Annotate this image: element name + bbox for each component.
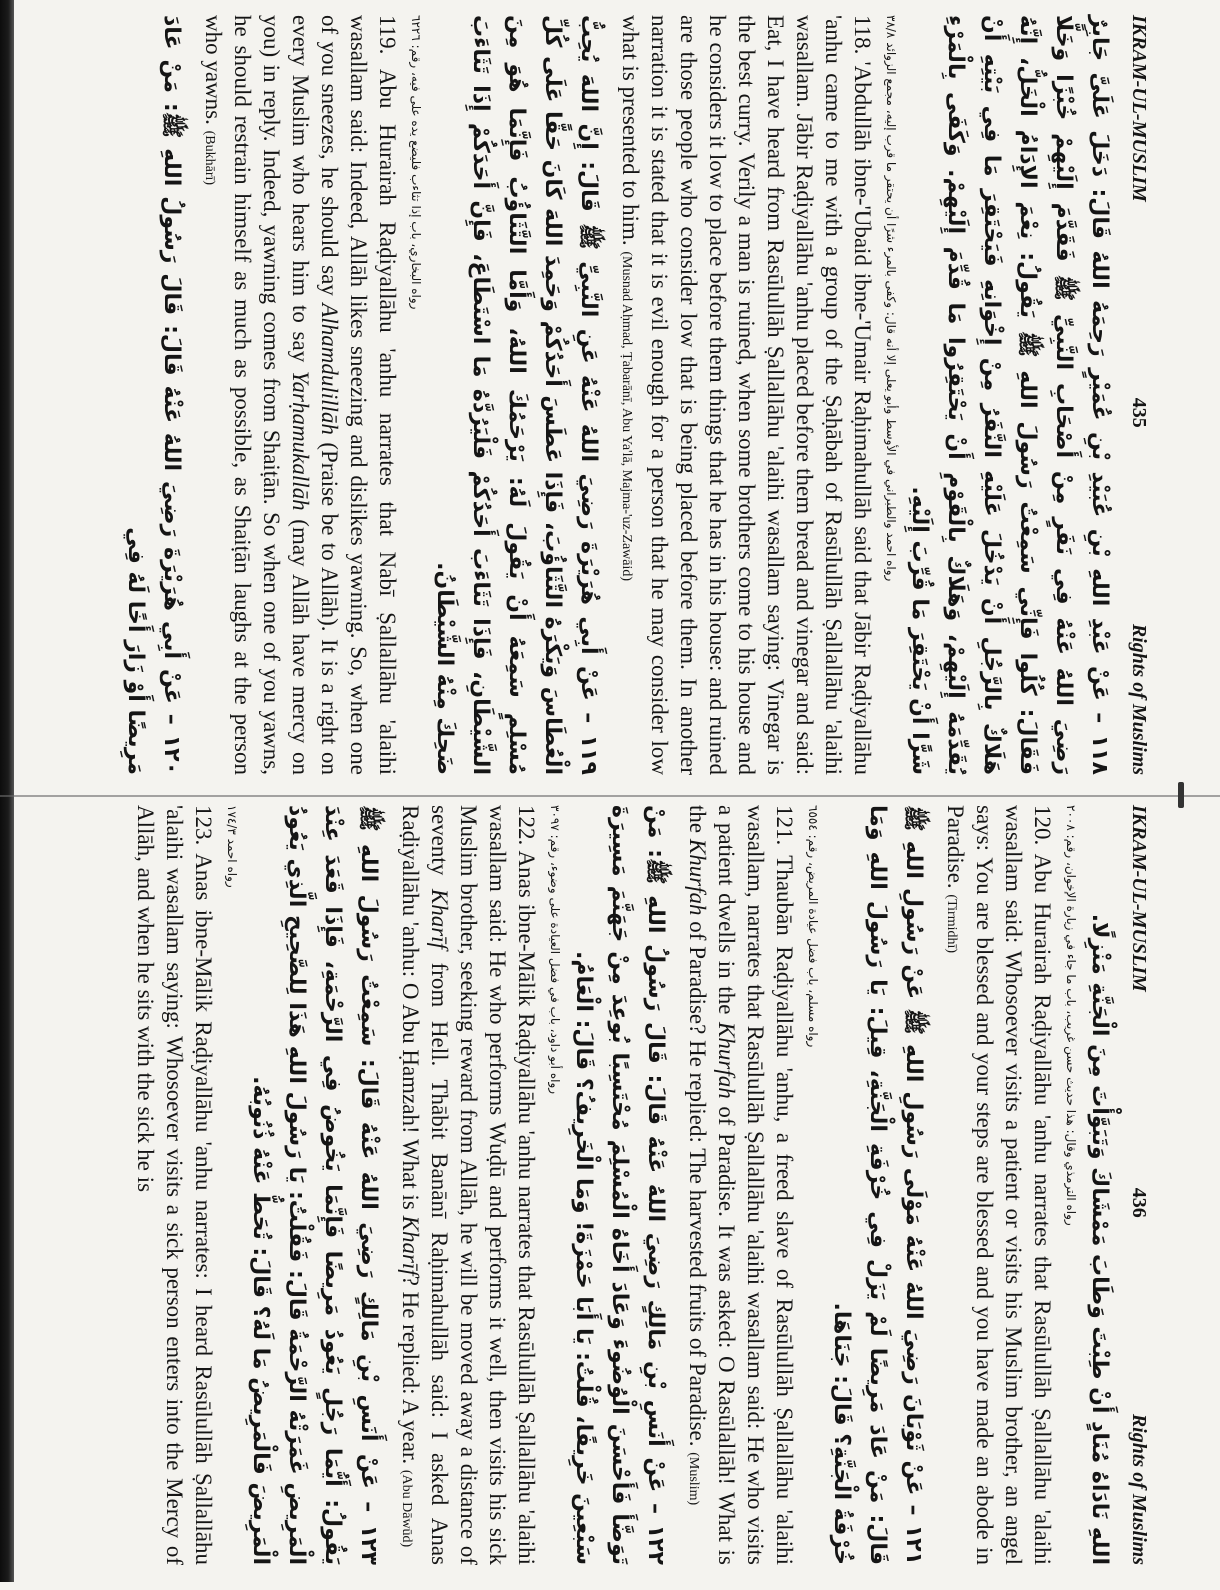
chapter-title: Rights of Muslims xyxy=(1128,623,1150,775)
hadith-120-text: 120. Abu Hurairah Raḍiyallāhu 'anhu narrates that Rasūlullāh Ṣallallāhu 'alaihi wasallam said: Whosoever visits a patient or visits his Muslim brother, an angel says: You are blessed and your steps are blessed and you have made an abode in Paradise. xyxy=(943,805,1055,1565)
running-head-435 xyxy=(1127,15,1150,775)
hadith-122-reference: رواه أبو داود، باب في فضل العيادة على وضوء، رقم: ٣٠٩٧ xyxy=(548,805,562,1095)
hadith-119-text-c: (Praise be to Allāh). It is a right on every Muslim who hears him to say xyxy=(288,15,342,775)
hadith-122-term-1: Kharīf xyxy=(427,888,452,949)
hadith-120-arabic-start: ١٢٠ – عَنْ أَبِي هُرَيْرَةَ رَضِيَ اللهُ عَنْهُ قَالَ: قَالَ رَسُولُ اللهِ ﷺ: مَنْ عَادَ مَرِيضًا أَوْ زَارَ أَخًا لَهُ فِي xyxy=(123,15,184,775)
hadith-118-arabic: ١١٨ – عَنْ عَبْدِ اللهِ بْنِ عُبَيْدِ بْنِ عُمَيْرٍ رَحِمَهُ اللهُ قَالَ: دَخَلَ عَلَىَّ جَابِرٌ رَضِيَ اللهُ عَنْهُ فِي نَفَرٍ مِنْ أَصْحَابِ النَّبِيِّ ﷺ فَقَدَّمَ إِلَيْهِمْ خُبْزًا وَخَلًّا فَقَالَ: كُلُوا فَإِنِّي سَمِعْتُ رَسُولَ اللهِ ﷺ يَقُولُ: نِعْمَ الإِدَامُ الْخَلُّ، إِنَّهُ هَلَاكٌ بِالرَّجُلِ أَنْ يَدْخُلَ عَلَيْهِ النَّفَرُ مِنْ إِخْوَانِهِ فَيَحْتَقِرَ مَا فِي بَيْتِهِ أَنْ يُقَدِّمَهُ إِلَيْهِمْ، وَهَلَاكٌ بِالْقَوْمِ أَنْ يَحْتَقِرُوا مَا قُدِّمَ إِلَيْهِمْ. وَكَفَى بِالْمَرْءِ شَرًّا أَنْ يَحْتَقِرَ مَا قُرِّبَ إِلَيْهِ. xyxy=(907,15,1112,775)
hadith-121-text-e: of Paradise? He replied: The harvested fruits of Paradise. xyxy=(685,915,710,1447)
hadith-122-english xyxy=(392,805,541,1565)
hadith-122-text-a: 122. Anas ibne-Mālik Raḍiyallāhu 'anhu narrates that Rasūlullāh Ṣallallāhu 'alaihi wasallam said: He who performs Wuḍū and performs it well, then visits his sick Muslim brother, seeking reward from Allāh, he will be moved away a distance of seventy xyxy=(427,805,539,1565)
hadith-119-reference: رواه البخاري، باب إذا تثاءب فليضع يده على فيه، رقم: ٦٢٢٦ xyxy=(409,15,423,310)
hadith-121-text-c: of Paradise. It was asked: O Rasūlallāh! What is the xyxy=(685,805,739,1565)
hadith-123-reference: رواه احمد ١٧٤/٣ xyxy=(225,805,239,888)
hadith-119-source: (Bukhārī) xyxy=(202,130,217,186)
hadith-119-term-2: Yarḥamukallāh xyxy=(288,370,313,511)
hadith-122-text-e: ? He replied: A year. xyxy=(398,1275,423,1465)
page-436 xyxy=(0,800,1220,1590)
hadith-118-source: (Musnad Aḥmad, Ṭabarānī, Abu Ya'lā, Majma-'uz-Zawāid) xyxy=(619,251,634,582)
page-436-content xyxy=(70,805,1150,1565)
hadith-121-source: (Muslim) xyxy=(686,1452,701,1506)
hadith-119-term-1: Alhamdulillāh xyxy=(317,303,342,435)
hadith-119-arabic: ١١٩ – عَنْ أَبِي هُرَيْرَةَ رَضِيَ اللهُ عَنْهُ عَنِ النَّبِيِّ ﷺ قَالَ: إِنَّ اللهَ يُحِبُّ الْعُطَاسَ وَيَكْرَهُ التَّثَاؤُبَ، فَإِذَا عَطَسَ أَحَدُكُمْ وَحَمِدَ اللهَ كَانَ حَقًّا عَلَى كُلِّ مُسْلِمٍ سَمِعَهُ أَنْ يَقُولَ لَهُ: يَرْحَمُكَ اللهُ، وَأَمَّا التَّثَاؤُبُ فَإِنَّمَا هُوَ مِنَ الشَّيْطَانِ، فَإِذَا تَثَاءَبَ أَحَدُكُمْ فَلْيَرُدَّهُ مَا اسْتَطَاعَ، فَإِنَّ أَحَدَكُمْ إِذَا تَثَاءَبَ ضَحِكَ مِنْهُ الشَّيْطَانُ. xyxy=(432,15,601,775)
hadith-122-term-2: Kharīf xyxy=(398,1215,423,1276)
hadith-118-text: 118. 'Abdullāh ibne-'Ubaid ibne-'Umair Raḥimahullāh said that Jābir Raḍiyallāhu 'anhu came to me with a group of the Ṣaḥābah of Rasūlullāh Ṣallallāhu 'alaihi wasallam. Jābir Raḍiyallāhu 'anhu placed before them bread and vinegar and said: Eat, I have heard from Rasūlullāh Ṣallallāhu 'alaihi wasallam saying: Vinegar is the best curry. Verily a man is ruined, when some brothers come to his house and he considers it low to place before them things that he has in his house: and ruined are those people who consider low that is being placed before them. In another narration it is stated that it is evil enough for a person that he may consider low what is presented to him. xyxy=(618,15,875,775)
hadith-118-english xyxy=(612,15,877,775)
hadith-120-arabic-continued: اللهِ نَادَاهُ مُنَادٍ أَنْ طِبْتَ وَطَابَ مَمْشَاكَ وَتَبَوَّأْتَ مِنَ الْجَنَّةِ مَنْزِلًا. xyxy=(1087,913,1112,1565)
hadith-120-english xyxy=(937,805,1057,1565)
hadith-121-text-a: 121. Thaubān Raḍiyallāhu 'anhu, a freed slave of Rasūlullāh Ṣallallāhu 'alaihi wasallam, narrates that Rasūlullāh Ṣallallāhu 'alaihi wasallam said: He who visits a patient dwells in the xyxy=(714,805,797,1565)
hadith-121-arabic: ١٢١ – عَنْ ثَوْبَانَ رَضِيَ اللهُ عَنْهُ مَوْلَى رَسُولِ اللهِ ﷺ عَنْ رَسُولِ اللهِ ﷺ قَالَ: مَنْ عَادَ مَرِيضًا لَمْ يَزَلْ فِي خُرْفَةِ الْجَنَّةِ، قِيلَ: يَا رَسُولَ اللهِ وَمَا خُرْفَةُ الْجَنَّةِ؟ قَالَ: جَنَاهَا. xyxy=(829,805,926,1565)
hadith-121-term-2: Khurfah xyxy=(685,838,710,916)
hadith-122-text-c: from Hell. Thābit Banānī Raḥimahullāh said: I asked Anas Raḍiyallāhu 'anhu: O Abu Ḥamzah! What is xyxy=(398,805,452,1565)
hadith-123-arabic: ١٢٣ – عَنْ أَنَسِ بْنِ مَالِكٍ رَضِيَ اللهُ عَنْهُ قَالَ: سَمِعْتُ رَسُولَ اللهِ ﷺ يَقُولُ: أَيُّمَا رَجُلٍ يَعُودُ مَرِيضًا فَإِنَّمَا يَخُوضُ فِي الرَّحْمَةِ، فَإِذَا قَعَدَ عِنْدَ الْمَرِيضِ غَمَرَتْهُ الرَّحْمَةُ قَالَ: فَقُلْتُ: يَا رَسُولَ اللهِ هَذَا لِلصَّحِيحِ الَّذِي يَعُودُ الْمَرِيضَ فَالْمَرِيضُ مَا لَهُ؟ قَالَ: تُحَطُّ عَنْهُ ذُنُوبُهُ. xyxy=(248,805,381,1565)
hadith-123-english: 123. Anas ibne-Mālik Raḍiyallāhu 'anhu narrates: I heard Rasūlullāh Ṣallallāhu 'alaihi wasallam saying: Whosoever visits a sick person enters into the Mercy of Allāh, and when he sits with the sick he is xyxy=(133,805,216,1565)
page-fold-line xyxy=(0,795,1220,797)
hadith-119-english xyxy=(195,15,402,775)
page-435-content xyxy=(70,15,1150,775)
chapter-title: Rights of Muslims xyxy=(1128,1413,1150,1565)
hadith-121-reference: رواه مسلم، باب فضل عيادة المريض، رقم: ٦٥٥٤ xyxy=(806,805,820,1048)
book-title: IKRAM-UL-MUSLIM xyxy=(1128,805,1150,992)
hadith-118-reference: رواه احمد والطبراني في الأوسط وأبو يعلى إلا أنه قال: وكفى بالمرء شرًا أن يحتقر ما قرب إليه، مجمع الزوائد ٣٨/٨ xyxy=(884,15,898,582)
hadith-119-text-e: (may Allāh have mercy on you) in reply. Indeed, yawning comes from Shaiṭān. So when one of you yawns, he should restrain himself as much as possible, as Shaiṭān laughs at the person who yawns. xyxy=(201,15,313,775)
page-number: 435 xyxy=(1128,397,1150,428)
page-435 xyxy=(0,0,1220,790)
hadith-120-source: (Tirmidhī) xyxy=(944,894,959,954)
hadith-122-arabic: ١٢٢ – عَنْ أَنَسِ بْنِ مَالِكٍ رَضِيَ اللهُ عَنْهُ قَالَ: قَالَ رَسُولُ اللهِ ﷺ: مَنْ تَوَضَّأَ فَأَحْسَنَ الْوُضُوءَ وَعَادَ أَخَاهُ الْمُسْلِمَ مُحْتَسِبًا بُوعِدَ مِنْ جَهَنَّمَ مَسِيرَةَ سَبْعِينَ خَرِيفًا، قُلْتُ: يَا أَبَا حَمْزَةَ! وَمَا الْخَرِيفُ؟ قَالَ: الْعَامُ. xyxy=(571,805,668,1565)
page-number: 436 xyxy=(1128,1187,1150,1218)
hadith-121-english xyxy=(679,805,799,1565)
hadith-119-text-a: 119. Abu Hurairah Raḍiyallāhu 'anhu narrates that Nabī Ṣallallāhu 'alaihi wasallam said: Indeed, Allāh likes sneezing and dislikes yawning. So, when one of you sneezes, he should say xyxy=(317,15,400,775)
hadith-120-reference: رواه الترمذي وقال: هذا حديث حسن غريب، باب ما جاء في زيارة الإخوان، رقم: ٢٠٠٨ xyxy=(1064,805,1078,1226)
running-head-436 xyxy=(1127,805,1150,1565)
hadith-122-source: (Abu Dāwūd) xyxy=(399,1469,414,1548)
book-title: IKRAM-UL-MUSLIM xyxy=(1128,15,1150,202)
hadith-121-term-1: Khurfah xyxy=(714,1022,739,1099)
